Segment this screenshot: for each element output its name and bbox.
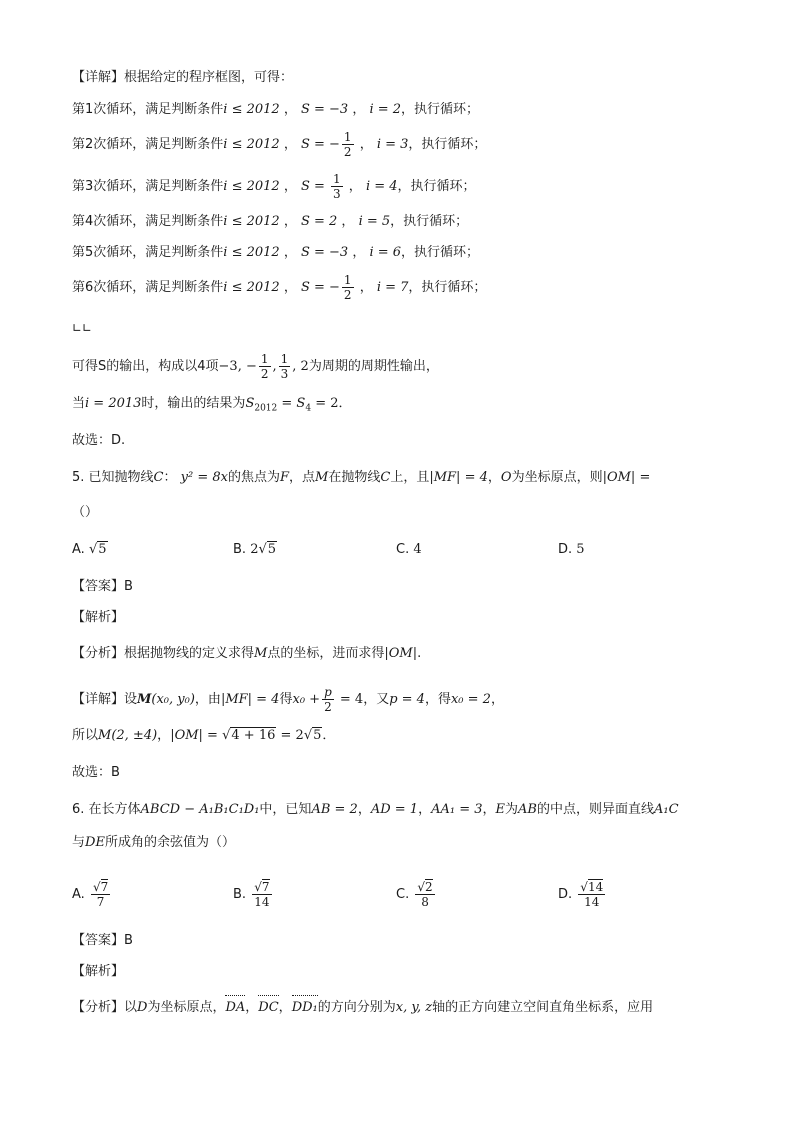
loop-line-4: 第4次循环，满足判断条件i ≤ 2012 ， S = 2 ， i = 5，执行循环； [72, 214, 469, 229]
text: 【分析】以 [72, 1000, 138, 1015]
loop-text: 第4次循环，满足判断条件 [72, 214, 224, 229]
q5-xiangjie [72, 685, 504, 714]
text: 的中点，则异面直线 [537, 802, 655, 817]
math: |OM| = [602, 470, 651, 485]
text: 中，已知 [259, 802, 312, 817]
math: = 2 [276, 728, 304, 743]
detail-heading: 【详解】根据给定的程序框图，可得： [72, 70, 294, 85]
loop-suffix: ，执行循环； [408, 137, 487, 152]
math: = 2 [311, 396, 339, 411]
vector: DA [225, 998, 245, 1018]
math: E [495, 802, 506, 817]
math: M(2, ±4) [98, 728, 158, 743]
math: C [380, 470, 391, 485]
option-value: 5 [576, 542, 585, 557]
q6-option-c [396, 880, 437, 909]
math: x₀ + [292, 692, 321, 707]
fraction: $\frac{1}{2}$ [343, 273, 352, 302]
math: y² = 8x [180, 470, 228, 485]
loop-text: 第3次循环，满足判断条件 [72, 179, 224, 194]
text: ，又 [363, 692, 390, 707]
loop-s: S = −3 [300, 102, 349, 117]
text: 点的坐标，进而求得 [267, 646, 385, 661]
text: ，由 [194, 692, 221, 707]
q6-stem-line2 [72, 833, 235, 853]
math: = 4 [335, 692, 364, 707]
result-line [72, 394, 352, 419]
text: ． [338, 396, 352, 411]
text: ， [482, 802, 496, 817]
q6-option-d [558, 880, 607, 909]
text: 为周期的周期性输出， [308, 359, 439, 374]
loop-cond: i ≤ 2012 [223, 245, 280, 260]
text: 5. 已知抛物线 [72, 470, 154, 485]
text: ，点 [289, 470, 316, 485]
text: 为 [505, 802, 519, 817]
math: , 2 [292, 359, 309, 374]
text: 当 [72, 396, 86, 411]
loop-cond: i ≤ 2012 [223, 102, 280, 117]
loop-s: S = − [300, 280, 340, 295]
q5-choose: 故选：B [72, 765, 120, 780]
math: AD = 1 [370, 802, 419, 817]
math: S [245, 396, 255, 411]
math: AA₁ = 3 [431, 802, 483, 817]
text: . [417, 646, 422, 661]
option-label: B. [233, 542, 247, 557]
sqrt: √5 [258, 542, 277, 557]
text: 的焦点为 [227, 470, 280, 485]
fraction: $\frac{1}{3}$ [280, 352, 289, 381]
math: i = 2013 [85, 396, 142, 411]
q5-so-line [72, 726, 335, 746]
loop-s: S = [300, 179, 330, 194]
vector: DD₁ [292, 998, 318, 1018]
loop-i: i = 2 [369, 102, 402, 117]
math: C [153, 470, 164, 485]
math: |MF| = 4 [220, 692, 280, 707]
loop-line-2: 第2次循环，满足判断条件i ≤ 2012 ， S = − $\frac{1}{2}$ ， i = 3，执行循环； [72, 130, 487, 159]
loop-cond: i ≤ 2012 [223, 179, 280, 194]
fraction: $\frac{√14}{14}$ [580, 880, 604, 909]
text: ． [322, 728, 336, 743]
sqrt: √5 [303, 728, 322, 743]
loop-text: 第6次循环，满足判断条件 [72, 280, 224, 295]
q6-option-a [72, 880, 112, 909]
q5-option-a [72, 540, 108, 560]
math: M [137, 692, 152, 707]
q6-analysis-heading: 【解析】 [72, 964, 125, 979]
q5-option-d [558, 540, 585, 560]
loop-suffix: ，执行循环； [397, 179, 476, 194]
loop-line-3: 第3次循环，满足判断条件i ≤ 2012 ， S = $\frac{1}{3}$ ， i = 4，执行循环； [72, 172, 476, 201]
loop-suffix: ，执行循环； [390, 214, 469, 229]
math: −3, − [218, 359, 257, 374]
q6-fenxi [72, 998, 653, 1018]
q5-option-c [396, 540, 422, 560]
math: = S [277, 396, 306, 411]
loop-i: i = 4 [365, 179, 398, 194]
loop-cond: i ≤ 2012 [223, 137, 280, 152]
text: 为坐标原点， [147, 1000, 226, 1015]
math: x₀ = 2 [450, 692, 491, 707]
text: ， [418, 802, 432, 817]
text: ， [245, 1000, 259, 1015]
loop-i: i = 6 [369, 245, 402, 260]
text: 【详解】设 [72, 692, 138, 707]
text: 得 [279, 692, 293, 707]
fraction: $\frac{√7}{14}$ [254, 880, 270, 909]
text: 与 [72, 835, 86, 850]
loop-text: 第2次循环，满足判断条件 [72, 137, 224, 152]
loop-i: i = 3 [376, 137, 409, 152]
math: O [500, 470, 512, 485]
text: ， [357, 802, 371, 817]
loop-cond: i ≤ 2012 [223, 280, 280, 295]
math: F [280, 470, 290, 485]
q5-answer: 【答案】B [72, 579, 133, 594]
ellipsis-mark: ∟∟ [72, 321, 93, 335]
option-label: C. [396, 887, 410, 902]
q5-stem [72, 468, 650, 488]
math: AB [518, 802, 537, 817]
text: ， [487, 470, 501, 485]
q5-analysis-heading: 【解析】 [72, 610, 125, 625]
math: M [254, 646, 268, 661]
math: A₁C [654, 802, 679, 817]
sqrt: √4 + 16 [222, 728, 276, 743]
text: 上，且 [390, 470, 430, 485]
sqrt: √5 [88, 542, 107, 557]
loop-suffix: ，执行循环； [401, 245, 480, 260]
q5-option-b [233, 540, 277, 560]
option-label: D. [558, 542, 573, 557]
loop-cond: i ≤ 2012 [223, 214, 280, 229]
text: ， [278, 1000, 292, 1015]
math: AB = 2 [311, 802, 358, 817]
loop-i: i = 5 [358, 214, 391, 229]
loop-s: S = − [300, 137, 340, 152]
fraction: $\frac{p}{2}$ [324, 685, 332, 714]
math: p = 4 [389, 692, 425, 707]
text: 轴的正方向建立空间直角坐标系，应用 [432, 1000, 654, 1015]
loop-suffix: ，执行循环； [408, 280, 487, 295]
fraction: $\frac{√2}{8}$ [417, 880, 433, 909]
option-label: D. [558, 887, 573, 902]
loop-s: S = −3 [300, 245, 349, 260]
option-value: 4 [413, 542, 422, 557]
math: (x₀, y₀) [151, 692, 195, 707]
option-label: B. [233, 887, 247, 902]
text: 在抛物线 [328, 470, 381, 485]
text: 为坐标原点，则 [511, 470, 603, 485]
loop-i: i = 7 [376, 280, 409, 295]
text: 时，输出的结果为 [141, 396, 246, 411]
math: 2 [250, 542, 259, 557]
fraction: $\frac{1}{2}$ [343, 130, 352, 159]
math: x, y, z [395, 1000, 433, 1015]
text: 6. 在长方体 [72, 802, 141, 817]
q5-fenxi [72, 644, 421, 664]
loop-text: 第5次循环，满足判断条件 [72, 245, 224, 260]
math: DE [85, 835, 105, 850]
math: D [137, 1000, 148, 1015]
text: ，得 [424, 692, 451, 707]
q6-option-b [233, 880, 274, 909]
math: |OM| = [170, 728, 218, 743]
option-label: C. [396, 542, 410, 557]
math-sub: 4 [305, 403, 312, 414]
text: ， [157, 728, 171, 743]
option-label: A. [72, 542, 85, 557]
q6-answer: 【答案】B [72, 933, 133, 948]
loop-text: 第1次循环，满足判断条件 [72, 102, 224, 117]
text: 所成角的余弦值为（） [104, 835, 235, 850]
q5-paren: （） [72, 505, 99, 520]
fraction: $\frac{1}{3}$ [333, 172, 341, 201]
text: ： [163, 470, 177, 485]
loop-line-6: 第6次循环，满足判断条件i ≤ 2012 ， S = − $\frac{1}{2}$ ， i = 7，执行循环； [72, 273, 487, 302]
text: 【分析】根据抛物线的定义求得 [72, 646, 255, 661]
choose-d: 故选：D. [72, 433, 126, 448]
vector: DC [258, 998, 278, 1018]
text: 所以 [72, 728, 99, 743]
loop-suffix: ，执行循环； [401, 102, 480, 117]
option-label: A. [72, 887, 85, 902]
math-sub: 2012 [254, 403, 278, 414]
loop-line-1: 第1次循环，满足判断条件i ≤ 2012 ， S = −3 ， i = 2，执行循环； [72, 102, 480, 117]
q6-stem [72, 800, 679, 820]
period-line: 可得S的输出，构成以4项−3, − $\frac{1}{2}$ , $\frac{1}{3}$ , 2为周期的周期性输出， [72, 352, 439, 381]
math: M [315, 470, 329, 485]
fraction: $\frac{√7}{7}$ [92, 880, 109, 909]
text: 可得S的输出，构成以4项 [72, 359, 219, 374]
loop-line-5: 第5次循环，满足判断条件i ≤ 2012 ， S = −3 ， i = 6，执行循环； [72, 245, 480, 260]
loop-s: S = 2 [300, 214, 338, 229]
math: |MF| = 4 [429, 470, 488, 485]
math: ABCD − A₁B₁C₁D₁ [140, 802, 260, 817]
fraction: $\frac{1}{2}$ [260, 352, 269, 381]
math: |OM| [384, 646, 418, 661]
text: ， [490, 692, 504, 707]
text: 的方向分别为 [317, 1000, 396, 1015]
